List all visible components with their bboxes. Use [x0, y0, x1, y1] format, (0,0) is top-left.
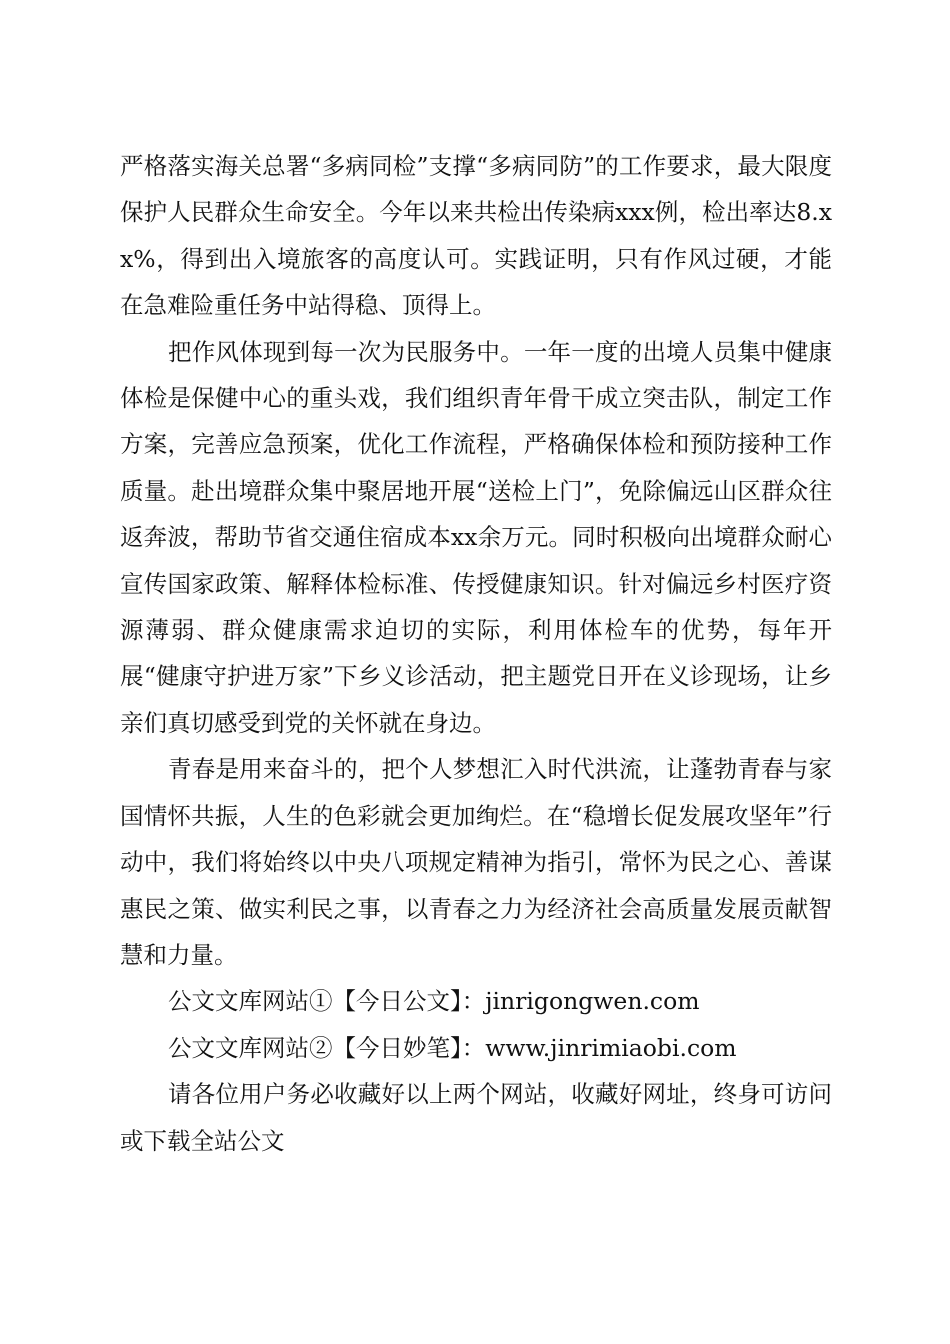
- website-line-2: 公文文库网站②【今日妙笔】：www.jinrimiaobi.com: [168, 1033, 737, 1062]
- paragraph-continuation: 严格落实海关总署“多病同检”支撑“多病同防”的工作要求，最大限度保护人民群众生命安全。今年以来共检出传染病xxx例，检出率达8.xx%，得到出入境旅客的高度认可。实践证明，只有作风过硬，才能在急难险重任务中站得稳、顶得上。: [120, 152, 832, 320]
- document-page: [120, 143, 832, 1164]
- paragraph-service: 把作风体现到每一次为民服务中。一年一度的出境人员集中健康体检是保健中心的重头戏，我们组织青年骨干成立突击队，制定工作方案，完善应急预案，优化工作流程，严格确保体检和预防接种工作质量。赴出境群众集中聚居地开展“送检上门”，免除偏远山区群众往返奔波，帮助节省交通住宿成本xx余万元。同时积极向出境群众耐心宣传国家政策、解释体检标准、传授健康知识。针对偏远乡村医疗资源薄弱、群众健康需求迫切的实际，利用体检车的优势，每年开展“健康守护进万家”下乡义诊活动，把主题党日开在义诊现场，让乡亲们真切感受到党的关怀就在身边。: [120, 337, 832, 737]
- bookmark-notice: 请各位用户务必收藏好以上两个网站，收藏好网址，终身可访问或下载全站公文: [120, 1080, 832, 1155]
- website-line-1: 公文文库网站①【今日公文】：jinrigongwen.com: [168, 987, 700, 1016]
- paragraph-youth: 青春是用来奋斗的，把个人梦想汇入时代洪流，让蓬勃青春与家国情怀共振，人生的色彩就会更加绚烂。在“稳增长促发展攻坚年”行动中，我们将始终以中央八项规定精神为指引，常怀为民之心、善谋惠民之策、做实利民之事，以青春之力为经济社会高质量发展贡献智慧和力量。: [120, 755, 832, 969]
